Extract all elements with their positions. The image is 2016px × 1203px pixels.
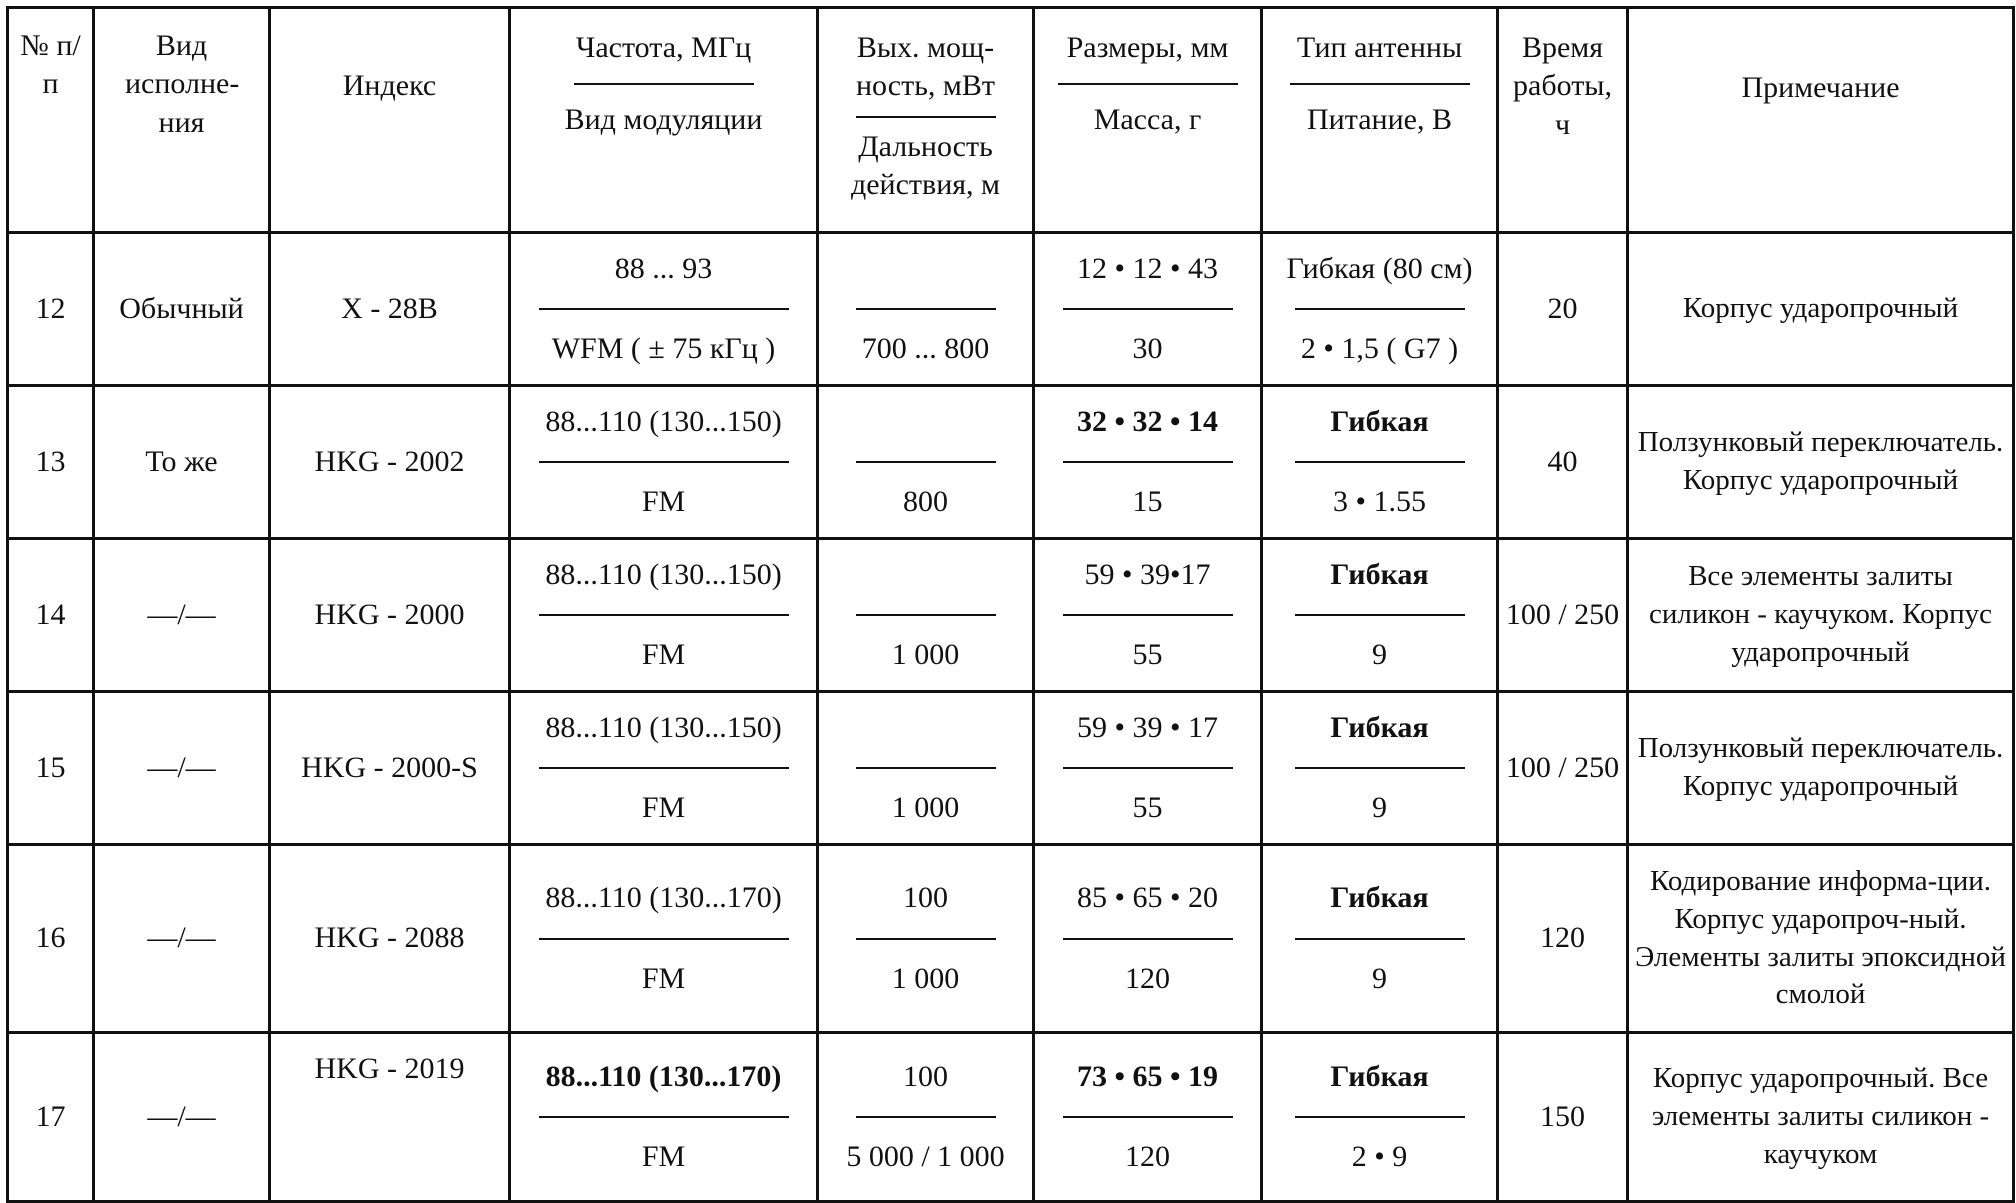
header-antenna bbox=[1262, 8, 1498, 233]
range-value: 1 000 bbox=[891, 790, 960, 824]
power-supply-value: 9 bbox=[1372, 638, 1387, 671]
size-value: 59 • 39 • 17 bbox=[1076, 710, 1218, 744]
antenna-value: Гибкая bbox=[1330, 1059, 1429, 1093]
row-index: HKG - 2019 bbox=[270, 1033, 510, 1202]
row-note: Корпус ударопрочный bbox=[1628, 233, 2014, 386]
row-num: 12 bbox=[8, 233, 94, 386]
fraction-bar bbox=[539, 938, 789, 940]
row-index: HKG - 2088 bbox=[270, 845, 510, 1033]
row-power bbox=[818, 1033, 1034, 1202]
row-antenna bbox=[1262, 539, 1498, 692]
row-num: 17 bbox=[8, 1033, 94, 1202]
header-size-divider bbox=[1058, 83, 1238, 85]
modulation-value: FM bbox=[641, 961, 686, 995]
fraction-bar bbox=[1063, 614, 1233, 616]
mass-value: 55 bbox=[1132, 638, 1163, 671]
row-power bbox=[818, 845, 1034, 1033]
fraction-bar bbox=[856, 308, 996, 310]
row-size bbox=[1034, 845, 1262, 1033]
fraction-bar bbox=[539, 614, 789, 616]
row-time: 100 / 250 bbox=[1498, 692, 1628, 845]
row-index: HKG - 2000-S bbox=[270, 692, 510, 845]
row-frequency bbox=[510, 1033, 818, 1202]
row-time: 150 bbox=[1498, 1033, 1628, 1202]
range-value: 1 000 bbox=[891, 637, 960, 671]
antenna-value: Гибкая bbox=[1330, 710, 1429, 744]
row-frequency bbox=[510, 233, 818, 386]
header-time: Время работы, ч bbox=[1498, 8, 1628, 233]
row-size bbox=[1034, 386, 1262, 539]
fraction-bar bbox=[539, 308, 789, 310]
fraction-bar bbox=[1295, 938, 1465, 940]
range-value: 5 000 / 1 000 bbox=[846, 1140, 1005, 1173]
modulation-value: FM bbox=[641, 791, 686, 824]
header-antenna-label: Тип антенны bbox=[1296, 31, 1463, 64]
table-row bbox=[8, 1033, 2014, 1202]
row-antenna bbox=[1262, 1033, 1498, 1202]
size-value: 59 • 39•17 bbox=[1084, 557, 1211, 591]
power-supply-value: 9 bbox=[1372, 961, 1387, 995]
row-index: HKG - 2000 bbox=[270, 539, 510, 692]
fraction-bar bbox=[856, 614, 996, 616]
fraction-bar bbox=[1295, 461, 1465, 463]
header-variant: Вид исполне-ния bbox=[94, 8, 270, 233]
row-note: Корпус ударопрочный. Все элементы залиты силикон - каучуком bbox=[1628, 1033, 2014, 1202]
row-antenna bbox=[1262, 845, 1498, 1033]
row-antenna bbox=[1262, 233, 1498, 386]
header-row bbox=[8, 8, 2014, 233]
row-num: 14 bbox=[8, 539, 94, 692]
header-frequency-label: Частота, МГц bbox=[575, 31, 752, 64]
mass-value: 120 bbox=[1125, 961, 1170, 995]
power-supply-value: 2 • 1,5 ( G7 ) bbox=[1300, 332, 1459, 365]
header-power bbox=[818, 8, 1034, 233]
mass-value: 15 bbox=[1132, 485, 1163, 518]
row-num: 16 bbox=[8, 845, 94, 1033]
fraction-bar bbox=[539, 767, 789, 769]
table-row bbox=[8, 692, 2014, 845]
row-num: 13 bbox=[8, 386, 94, 539]
antenna-value: Гибкая (80 см) bbox=[1286, 251, 1473, 285]
table-row bbox=[8, 233, 2014, 386]
row-antenna bbox=[1262, 386, 1498, 539]
range-value: 800 bbox=[903, 484, 948, 518]
row-power bbox=[818, 539, 1034, 692]
row-frequency bbox=[510, 539, 818, 692]
row-note: Все элементы залиты силикон - каучуком. Корпус ударопрочный bbox=[1628, 539, 2014, 692]
fraction-bar bbox=[1063, 767, 1233, 769]
row-index: X - 28B bbox=[270, 233, 510, 386]
header-power-supply-label: Питание, В bbox=[1307, 103, 1452, 137]
fraction-bar bbox=[1063, 938, 1233, 940]
row-variant: —/— bbox=[94, 845, 270, 1033]
power-supply-value: 2 • 9 bbox=[1351, 1140, 1408, 1173]
mass-value: 30 bbox=[1132, 332, 1163, 365]
header-mass-label: Масса, г bbox=[1093, 103, 1202, 137]
row-variant: Обычный bbox=[94, 233, 270, 386]
row-variant: —/— bbox=[94, 539, 270, 692]
row-time: 20 bbox=[1498, 233, 1628, 386]
table-row bbox=[8, 386, 2014, 539]
row-index: HKG - 2002 bbox=[270, 386, 510, 539]
fraction-bar bbox=[1063, 308, 1233, 310]
fraction-bar bbox=[539, 1116, 789, 1118]
header-antenna-divider bbox=[1290, 83, 1470, 85]
power-supply-value: 9 bbox=[1372, 791, 1387, 824]
row-power bbox=[818, 233, 1034, 386]
header-size-label: Размеры, мм bbox=[1066, 31, 1229, 64]
row-frequency bbox=[510, 386, 818, 539]
header-size bbox=[1034, 8, 1262, 233]
table-row bbox=[8, 845, 2014, 1033]
header-power-divider bbox=[856, 116, 996, 118]
antenna-value: Гибкая bbox=[1330, 404, 1429, 438]
fraction-bar bbox=[856, 1116, 996, 1118]
row-num: 15 bbox=[8, 692, 94, 845]
row-variant: То же bbox=[94, 386, 270, 539]
mass-value: 120 bbox=[1125, 1140, 1170, 1173]
modulation-value: FM bbox=[641, 1140, 686, 1173]
fraction-bar bbox=[856, 767, 996, 769]
header-modulation-label: Вид модуляции bbox=[564, 103, 763, 137]
row-power bbox=[818, 692, 1034, 845]
power-value: 100 bbox=[903, 881, 948, 915]
size-value: 73 • 65 • 19 bbox=[1076, 1059, 1218, 1093]
frequency-value: 88...110 (130...170) bbox=[545, 1059, 782, 1093]
modulation-value: WFM ( ± 75 кГц ) bbox=[551, 332, 776, 365]
size-value: 12 • 12 • 43 bbox=[1076, 251, 1218, 285]
power-value: 100 bbox=[903, 1059, 948, 1093]
row-size bbox=[1034, 1033, 1262, 1202]
header-frequency-divider bbox=[574, 83, 754, 85]
fraction-bar bbox=[1295, 614, 1465, 616]
row-time: 40 bbox=[1498, 386, 1628, 539]
size-value: 32 • 32 • 14 bbox=[1076, 404, 1218, 438]
row-note: Ползунковый переключатель. Корпус ударопрочный bbox=[1628, 386, 2014, 539]
header-power-label: Вых. мощ-ность, мВт bbox=[855, 31, 995, 103]
row-size bbox=[1034, 233, 1262, 386]
row-variant: —/— bbox=[94, 1033, 270, 1202]
modulation-value: FM bbox=[641, 485, 686, 518]
fraction-bar bbox=[1295, 767, 1465, 769]
row-time: 100 / 250 bbox=[1498, 539, 1628, 692]
frequency-value: 88...110 (130...150) bbox=[545, 710, 782, 744]
fraction-bar bbox=[539, 461, 789, 463]
row-power bbox=[818, 386, 1034, 539]
size-value: 85 • 65 • 20 bbox=[1076, 881, 1218, 915]
transmitter-spec-table bbox=[6, 6, 2015, 1203]
row-size bbox=[1034, 692, 1262, 845]
mass-value: 55 bbox=[1132, 791, 1163, 824]
table-row bbox=[8, 539, 2014, 692]
header-frequency bbox=[510, 8, 818, 233]
frequency-value: 88 ... 93 bbox=[614, 251, 713, 285]
antenna-value: Гибкая bbox=[1330, 557, 1429, 591]
fraction-bar bbox=[1063, 1116, 1233, 1118]
fraction-bar bbox=[856, 461, 996, 463]
modulation-value: FM bbox=[641, 638, 686, 671]
header-num: № п/п bbox=[8, 8, 94, 233]
row-variant: —/— bbox=[94, 692, 270, 845]
fraction-bar bbox=[856, 938, 996, 940]
frequency-value: 88...110 (130...150) bbox=[545, 404, 782, 438]
row-note: Ползунковый переключатель. Корпус ударопрочный bbox=[1628, 692, 2014, 845]
power-supply-value: 3 • 1.55 bbox=[1332, 485, 1426, 518]
row-frequency bbox=[510, 845, 818, 1033]
frequency-value: 88...110 (130...150) bbox=[545, 557, 782, 591]
fraction-bar bbox=[1063, 461, 1233, 463]
fraction-bar bbox=[1295, 1116, 1465, 1118]
row-frequency bbox=[510, 692, 818, 845]
antenna-value: Гибкая bbox=[1330, 881, 1429, 915]
range-value: 700 ... 800 bbox=[861, 331, 990, 365]
frequency-value: 88...110 (130...170) bbox=[545, 881, 782, 915]
header-range-label: Дальность действия, м bbox=[850, 129, 1001, 202]
header-index: Индекс bbox=[270, 8, 510, 233]
row-size bbox=[1034, 539, 1262, 692]
fraction-bar bbox=[1295, 308, 1465, 310]
header-note: Примечание bbox=[1628, 8, 2014, 233]
row-time: 120 bbox=[1498, 845, 1628, 1033]
row-antenna bbox=[1262, 692, 1498, 845]
row-note: Кодирование информа-ции. Корпус ударопроч-ный. Элементы залиты эпоксидной смолой bbox=[1628, 845, 2014, 1033]
range-value: 1 000 bbox=[891, 961, 960, 995]
